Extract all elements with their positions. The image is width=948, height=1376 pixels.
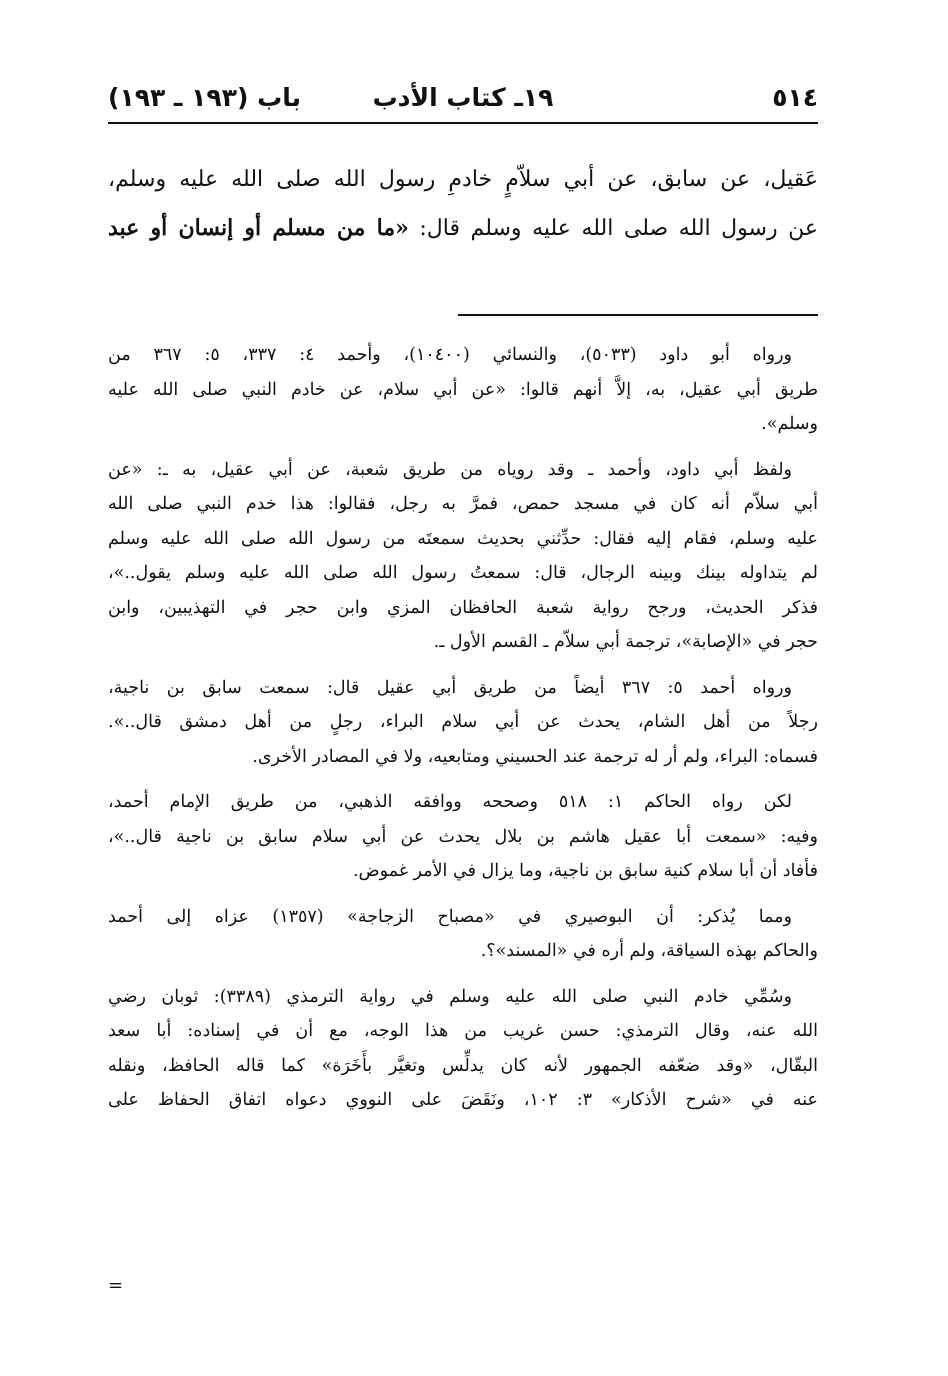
footnote-line: ورواه أبو داود (٥٠٣٣)، والنسائي (١٠٤٠٠)، وأحمد ٤: ٣٣٧، ٥: ٣٦٧ من bbox=[108, 345, 792, 365]
footnote-paragraph-1 bbox=[108, 338, 818, 442]
footnote-paragraph-5 bbox=[108, 900, 818, 969]
footnote-line: لم يتداوله بينك وبينه الرجال، قال: سمعتُ رسول الله صلى الله عليه وسلم يقول..»، bbox=[108, 563, 818, 583]
page-number: ٥١٤ bbox=[772, 83, 818, 112]
footnote-line: وفيه: «سمعت أبا عقيل هاشم بن بلال يحدث عن أبي سلام سابق بن ناجية قال..»، bbox=[108, 826, 818, 847]
book-title: ١٩ـ كتاب الأدب bbox=[372, 83, 554, 112]
footnote-line: حجر في «الإصابة»، ترجمة أبي سلاّم ـ القسم الأول ـ. bbox=[433, 632, 818, 652]
footnote-line: طريق أبي عقيل، به، إلاَّ أنهم قالوا: «عن أبي سلام، عن خادم النبي صلى الله عليه bbox=[108, 379, 818, 400]
footnote-line: فأفاد أن أبا سلام كنية سابق بن ناجية، وما يزال في الأمر غموض. bbox=[352, 861, 818, 881]
footnote-line: فسماه: البراء، ولم أر له ترجمة عند الحسيني ومتابعيه، ولا في المصادر الأخرى. bbox=[252, 746, 818, 767]
footnote-line: والحاكم بهذه السياقة، ولم أره في «المسند»؟. bbox=[480, 941, 818, 961]
main-text-line-2-plain: عن رسول الله صلى الله عليه وسلم قال: bbox=[408, 216, 818, 241]
footnote-line: البقّال، «وقد ضعّفه الجمهور لأنه كان يدلِّس وتغيَّر بأَخَرَة» كما قاله الحافظ، ونقله bbox=[108, 1055, 818, 1076]
main-text bbox=[108, 156, 818, 253]
footnote-paragraph-6 bbox=[108, 980, 818, 1118]
main-text-line-1: عَقيل، عن سابق، عن أبي سلاّمٍ خادمِ رسول الله صلى الله عليه وسلم، bbox=[108, 167, 818, 192]
footnote-line: أبي سلاّم أنه كان في مسجد حمص، فمرَّ به رجل، فقالوا: هذا خدم النبي صلى الله bbox=[108, 494, 818, 514]
footnote-line: فذكر الحديث، ورجح رواية شعبة الحافظان المزي وابن حجر في التهذيبين، وابن bbox=[108, 597, 818, 618]
continuation-mark: = bbox=[108, 1275, 124, 1296]
main-text-line-2 bbox=[108, 204, 818, 253]
chapter-reference: باب (١٩٣ ـ ١٩٣) bbox=[108, 83, 301, 112]
header-divider bbox=[108, 122, 818, 124]
hadith-quote-start: «ما من مسلم أو إنسان أو عبد bbox=[108, 215, 409, 241]
book-page bbox=[108, 0, 818, 1376]
running-header bbox=[108, 78, 818, 118]
footnote-line: الله عنه، وقال الترمذي: حسن غريب من هذا الوجه، مع أن في إسناده: أبا سعد bbox=[108, 1021, 818, 1041]
footnote-line: عليه وسلم، فقام إليه فقال: حدِّثني بحديث سمعتَه من رسول الله صلى الله عليه وسلم bbox=[108, 528, 818, 549]
footnote-line: رجلاً من أهل الشام، يحدث عن أبي سلام البراء، رجلٍ من أهل دمشق قال..». bbox=[108, 712, 818, 732]
footnote-paragraph-3 bbox=[108, 671, 818, 775]
footnotes bbox=[108, 338, 818, 1129]
footnote-line: لكن رواه الحاكم ١: ٥١٨ وصححه ووافقه الذهبي، من طريق الإمام أحمد، bbox=[108, 792, 792, 812]
footnote-line: وسُمِّي خادم النبي صلى الله عليه وسلم في رواية الترمذي (٣٣٨٩): ثوبان رضي bbox=[108, 986, 792, 1007]
footnote-line: وسلم». bbox=[761, 414, 818, 434]
footnote-line: ومما يُذكر: أن البوصيري في «مصباح الزجاجة» (١٣٥٧) عزاه إلى أحمد bbox=[108, 906, 792, 927]
footnote-paragraph-4 bbox=[108, 785, 818, 889]
footnote-line: ولفظ أبي داود، وأحمد ـ وقد روياه من طريق شعبة، عن أبي عقيل، به ـ: «عن bbox=[108, 459, 792, 480]
footnote-line: عنه في «شرح الأذكار» ٣: ١٠٢، ونَقَضَ على النووي دعواه اتفاق الحفاظ على bbox=[108, 1090, 818, 1110]
footnote-line: ورواه أحمد ٥: ٣٦٧ أيضاً من طريق أبي عقيل قال: سمعت سابق بن ناجية، bbox=[108, 677, 792, 698]
footnote-divider bbox=[458, 314, 818, 316]
footnote-paragraph-2 bbox=[108, 453, 818, 660]
